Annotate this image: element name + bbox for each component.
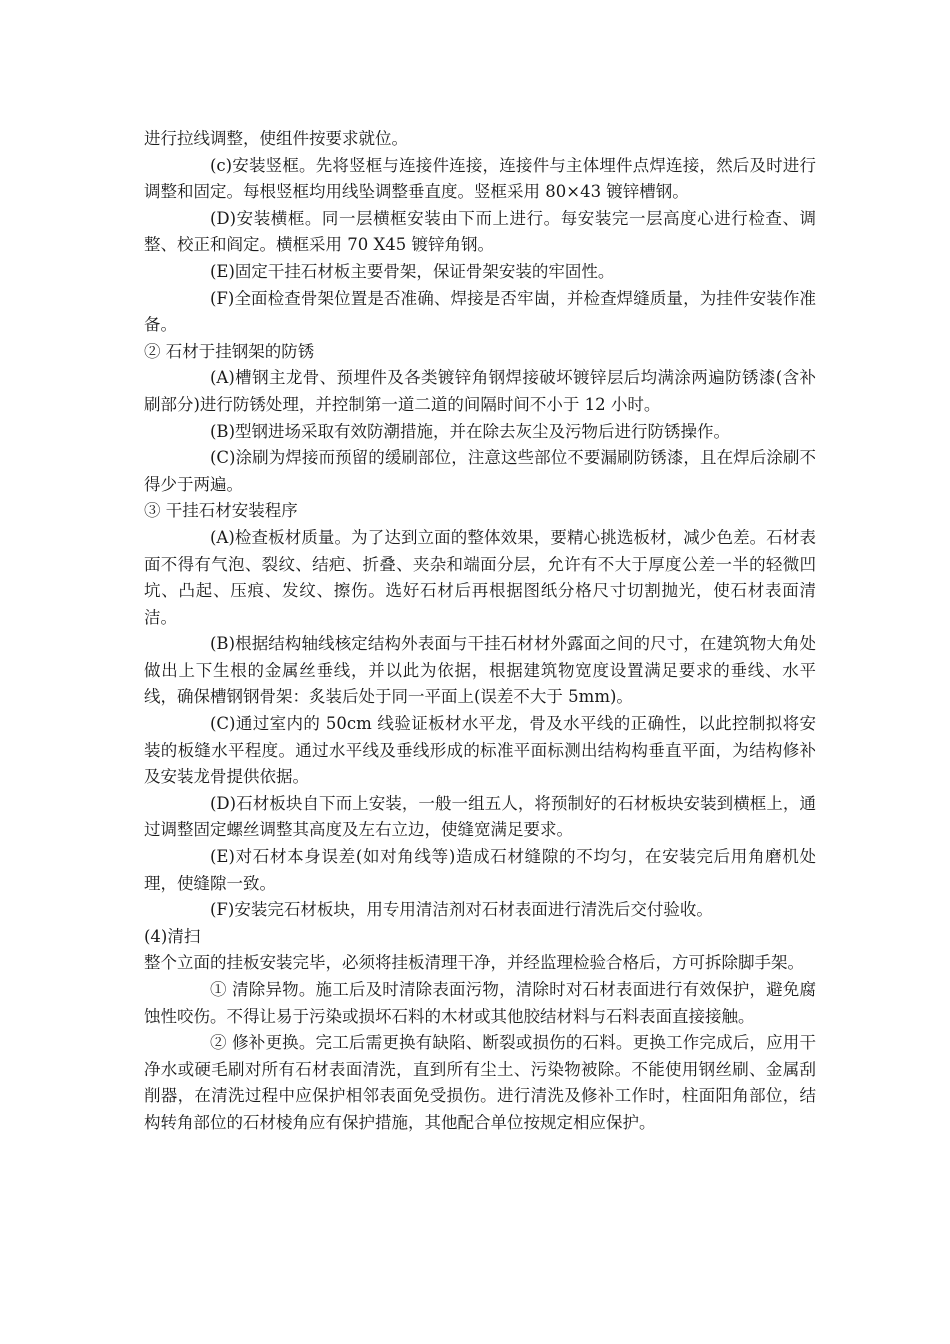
- document-body: [144, 126, 816, 1137]
- paragraph-stone-e: (E)对石材本身误差(如对角线等)造成石材缝隙的不均匀，在安装完后用角磨机处理，使缝隙一致。: [144, 847, 816, 893]
- paragraph-fix-main-frame: (E)固定干挂石材板主要骨架，保证骨架安装的牢固性。: [210, 261, 615, 281]
- paragraph-cleaning-intro: 整个立面的挂板安装完毕，必须将挂板清理干净，并经监理检验合格后，方可拆除脚手架。: [144, 953, 804, 973]
- paragraph-rust-a: (A)槽钢主龙骨、预埋件及各类镀锌角钢焊接破坏镀锌层后均满涂两遍防锈漆(含补刷部分)进行防锈处理，并控制第一道二道的间隔时间不小于 12 小时。: [144, 368, 816, 414]
- paragraph-install-horizontal-frame: (D)安装横框。同一层横框安装由下而上进行。每安装完一层高度心进行检查、调整、校正和阎定。横框采用 70 X45 镀锌角钢。: [144, 208, 816, 255]
- paragraph-repair-replace: ② 修补更换。完工后需更换有缺陷、断裂或损伤的石料。更换工作完成后，应用干净水或硬毛刷对所有石材表面清洗，直到所有尘土、污染物被除。不能使用钢丝刷、金属刮削器，在清洗过程中应保护相邻表面免受损伤。进行清洗及修补工作时，柱面阳角部位，结构转角部位的石材棱角应有保护措施，其他配合单位按规定相应保护。: [144, 1033, 816, 1132]
- paragraph-stone-b: (B)根据结构轴线核定结构外表面与干挂石材材外露面之间的尺寸，在建筑物大角处做出上下生根的金属丝垂线，并以此为依据，根据建筑物宽度设置满足要求的垂线、水平线，确保槽钢钢骨架：炙装后处于同一平面上(误差不大于 5mm)。: [144, 634, 816, 707]
- section-heading-rust-prevention: ② 石材于挂钢架的防锈: [144, 341, 315, 361]
- paragraph-stone-d: (D)石材板块自下而上安装，一般一组五人，将预制好的石材板块安装到横框上，通过调整固定螺丝调整其高度及左右立边，使缝宽满足要求。: [144, 793, 816, 840]
- paragraph-rust-c: (C)涂刷为焊接而预留的缓刷部位，注意这些部位不要漏刷防锈漆，且在焊后涂刷不得少于两遍。: [144, 448, 816, 494]
- paragraph-stone-c: (C)通过室内的 50cm 线验证板材水平龙，骨及水平线的正确性，以此控制拟将安装的板缝水平程度。通过水平线及垂线形成的标准平面标测出结构构垂直平面，为结构修补及安装龙骨提供依据。: [144, 714, 816, 787]
- section-heading-stone-install: ③ 干挂石材安装程序: [144, 501, 298, 521]
- paragraph-continuation: 进行拉线调整，使组件按要求就位。: [144, 129, 408, 148]
- paragraph-install-vertical-frame: (c)安装竖框。先将竖框与连接件连接，连接件与主体埋件点焊连接，然后及时进行调整和固定。每根竖框均用线坠调整垂直度。竖框采用 80×43 镀锌槽钢。: [144, 155, 816, 202]
- paragraph-stone-a: (A)检查板材质量。为了达到立面的整体效果，要精心挑选板材，减少色差。石材表面不得有气泡、裂纹、结疤、折叠、夹杂和端面分层，允许有不大于厚度公差一半的轻微凹坑、凸起、压痕、发纹、擦伤。选好石材后再根据图纸分格尺寸切割抛光，使石材表面清洁。: [144, 527, 816, 627]
- paragraph-remove-debris: ① 清除异物。施工后及时清除表面污物，清除时对石材表面进行有效保护，避免腐蚀性咬伤。不得让易于污染或损坏石料的木材或其他胶结材料与石料表面直接接触。: [144, 980, 816, 1026]
- paragraph-stone-f: (F)安装完石材板块，用专用清洁剂对石材表面进行清洗后交付验收。: [210, 900, 713, 920]
- paragraph-rust-b: (B)型钢进场采取有效防潮措施，并在除去灰尘及污物后进行防锈操作。: [210, 421, 730, 441]
- paragraph-inspect-frame: (F)全面检查骨架位置是否准确、焊接是否牢崮，并检查焊缝质量，为挂件安装作准备。: [144, 288, 816, 335]
- section-heading-cleaning: (4)清扫: [144, 926, 201, 946]
